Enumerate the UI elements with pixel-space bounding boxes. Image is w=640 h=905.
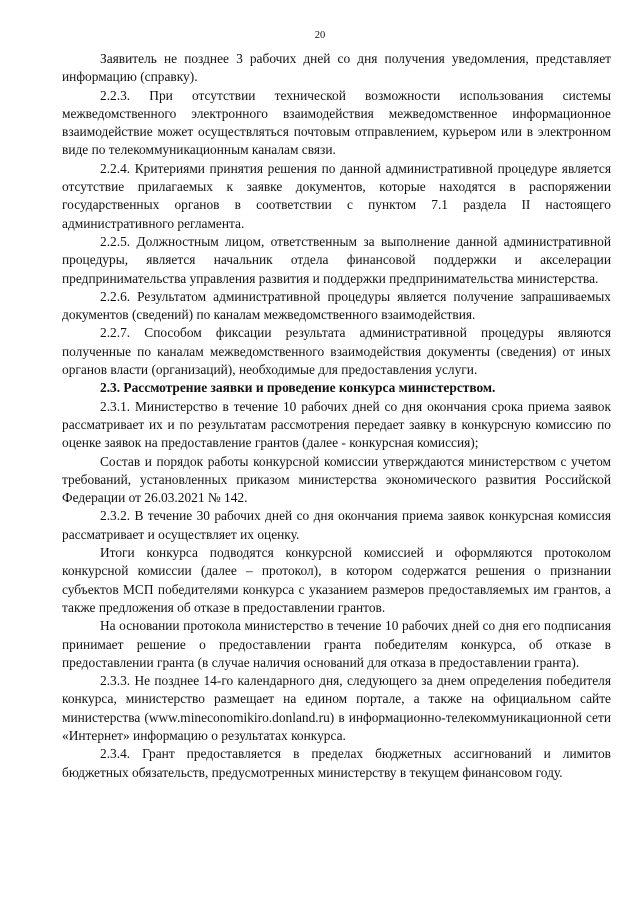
paragraph-2-2-3: 2.2.3. При отсутствии технической возможности использования системы межведомственного электронного взаимодействия межведомственное информационное взаимодействие может осуществляться почтовым отправлением, курьером или в электронном виде по телекоммуникационным каналам связи.: [62, 87, 611, 158]
paragraph-2-2-6: 2.2.6. Результатом административной процедуры является получение запрашиваемых документов (сведений) по каналам межведомственного взаимодействия.: [62, 288, 611, 323]
paragraph-2-2-7: 2.2.7. Способом фиксации результата административной процедуры являются полученные по каналам межведомственного взаимодействия документы (сведения) от иных органов власти (организаций), необходимые для предоставления услуги.: [62, 325, 611, 378]
paragraph-protocol-decision: На основании протокола министерство в течение 10 рабочих дней со дня его подписания принимает решение о предоставлении гранта победителям конкурса, об отказе в предоставлении гранта (в случае наличия оснований для отказа в предоставлении гранта).: [62, 618, 611, 670]
page-number: 20: [314, 30, 326, 41]
paragraph-2-2-5: 2.2.5. Должностным лицом, ответственным за выполнение данной административной процедуры, является начальник отдела финансовой поддержки и акселерации предпринимательства управления развития и поддержки предпринимательства министерства.: [62, 233, 611, 286]
document-body: [62, 50, 611, 782]
section-heading-2-3: 2.3. Рассмотрение заявки и проведение конкурса министерством.: [100, 380, 496, 396]
paragraph-2-3-2: 2.3.2. В течение 30 рабочих дней со дня окончания приема заявок конкурсная комиссия рассматривает и осуществляет их оценку.: [62, 508, 611, 542]
paragraph-commission-composition: Состав и порядок работы конкурсной комиссии утверждаются министерством с учетом требований, установленных приказом министерства экономического развития Российской Федерации от 26.03.2021 № 142.: [62, 453, 611, 506]
paragraph-competition-results: Итоги конкурса подводятся конкурсной комиссией и оформляются протоколом конкурсной комиссии (далее – протокол), в котором содержатся решения о признании субъектов МСП победителями конкурса с указанием размеров предоставляемых им грантов, а также предложения об отказе в предоставлении грантов.: [62, 545, 611, 615]
paragraph-2-3-1: 2.3.1. Министерство в течение 10 рабочих дней со дня окончания срока приема заявок рассматривает их и по результатам рассмотрения передает заявку в конкурсную комиссию по оценке заявок на предоставление грантов (далее - конкурсная комиссия);: [62, 398, 611, 451]
paragraph-2-3-4: 2.3.4. Грант предоставляется в пределах бюджетных ассигнований и лимитов бюджетных обязательств, предусмотренных министерству в текущем финансовом году.: [62, 746, 611, 780]
paragraph-2-3-3: 2.3.3. Не позднее 14-го календарного дня, следующего за днем определения победителя конкурса, министерство размещает на едином портале, а также на официальном сайте министерства (www.mineconomikiro.donland.ru) в информационно-телекоммуникационной сети «Интернет» информацию о результатах конкурса.: [62, 673, 611, 743]
paragraph-2-2-4: 2.2.4. Критериями принятия решения по данной административной процедуре является отсутствие прилагаемых к заявке документов, которые находятся в распоряжении государственных органов в соответствии с пунктом 7.1 раздела II настоящего административного регламента.: [62, 160, 611, 231]
paragraph-applicant-info: Заявитель не позднее 3 рабочих дней со дня получения уведомления, представляет информацию (справку).: [62, 51, 611, 85]
